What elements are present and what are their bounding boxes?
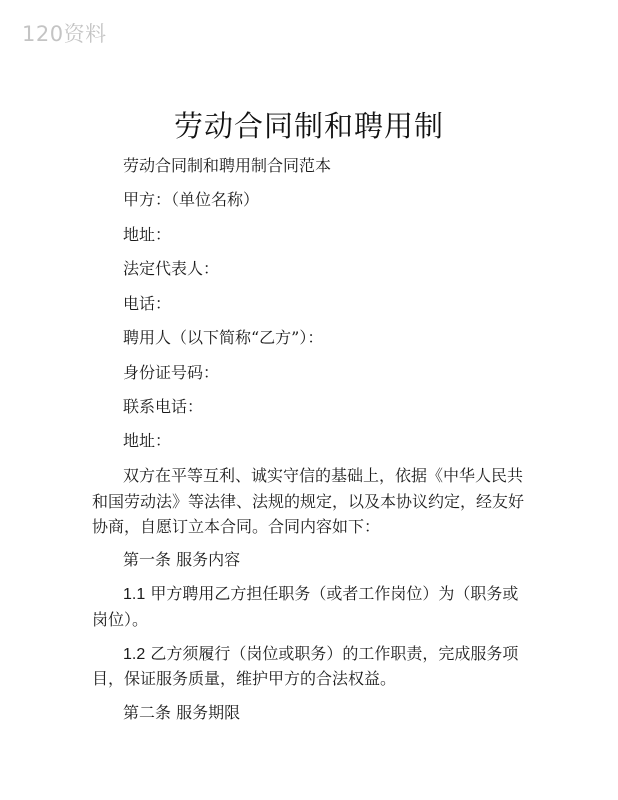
clause-1-1-line-1 bbox=[123, 586, 518, 603]
field-id-number: 身份证号码： bbox=[123, 363, 220, 382]
field-legal-representative: 法定代表人： bbox=[123, 259, 220, 278]
watermark-logo: 120资料 bbox=[22, 22, 107, 46]
clause-1-2-line-1 bbox=[123, 646, 518, 663]
clause-1-1-line-2: 岗位）。 bbox=[92, 610, 149, 629]
clause-1-2-number: 1.2 bbox=[123, 646, 146, 663]
intro-line-2: 和国劳动法》等法律、法规的规定，以及本协议约定，经友好 bbox=[92, 492, 525, 511]
clause-1-1-number: 1.1 bbox=[123, 586, 146, 603]
clause-1-1-text: 甲方聘用乙方担任职务（或者工作岗位）为（职务或 bbox=[150, 584, 519, 603]
field-contact-phone: 联系电话： bbox=[123, 397, 204, 416]
clause-1-2-text: 乙方须履行（岗位或职务）的工作职责，完成服务项 bbox=[150, 644, 519, 663]
article-1-heading: 第一条 服务内容 bbox=[123, 550, 241, 569]
article-2-heading: 第二条 服务期限 bbox=[123, 703, 241, 722]
field-party-b: 聘用人（以下简称“乙方”）： bbox=[123, 328, 324, 347]
document-title: 劳动合同制和聘用制 bbox=[173, 109, 444, 143]
field-party-a: 甲方：（单位名称） bbox=[123, 190, 260, 209]
intro-line-1: 双方在平等互利、诚实守信的基础上，依据《中华人民共 bbox=[123, 466, 524, 485]
intro-line-3: 协商，自愿订立本合同。合同内容如下： bbox=[92, 517, 381, 536]
clause-1-2-line-2: 目，保证服务质量，维护甲方的合法权益。 bbox=[92, 669, 397, 688]
field-phone: 电话： bbox=[123, 294, 172, 313]
field-address-b: 地址： bbox=[123, 431, 172, 450]
field-address-a: 地址： bbox=[123, 225, 172, 244]
document-subtitle: 劳动合同制和聘用制合同范本 bbox=[123, 156, 332, 175]
